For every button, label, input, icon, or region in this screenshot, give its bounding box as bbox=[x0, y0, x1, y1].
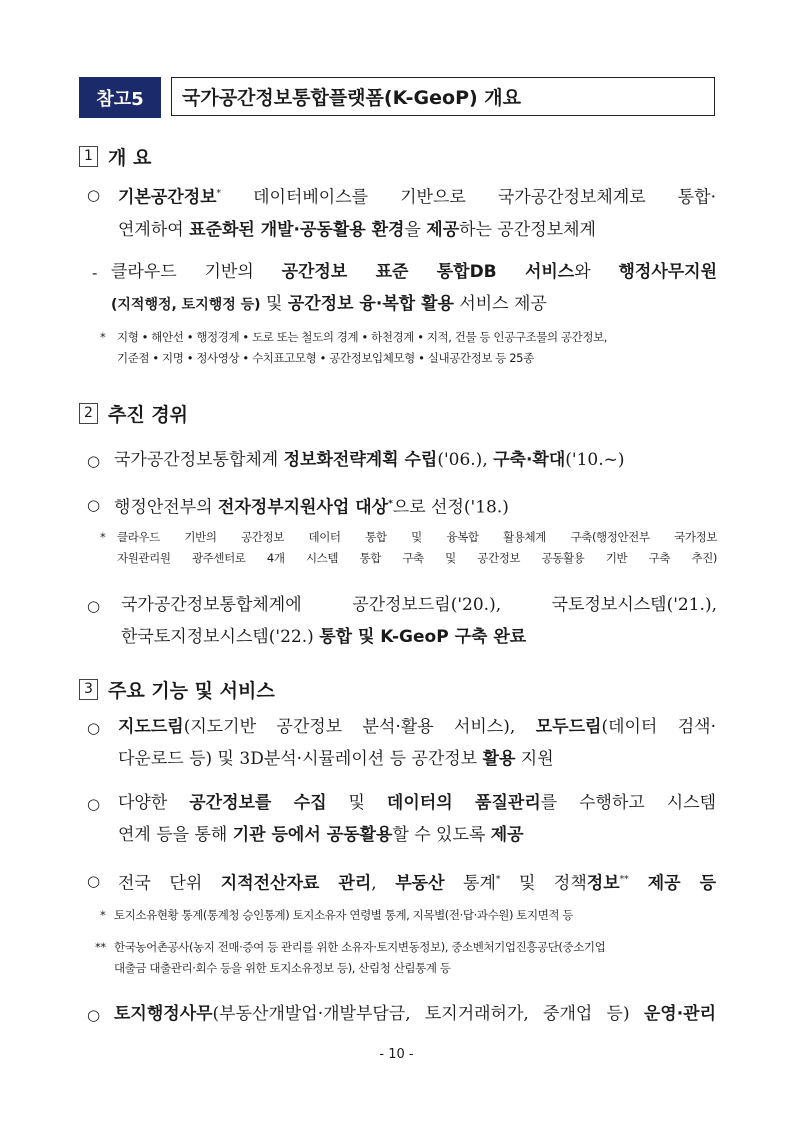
paragraph: 전국 단위 지적전산자료 관리, 부동산 통계* 및 정책정보** 제공 등 bbox=[118, 873, 717, 894]
page-number: - 10 - bbox=[379, 1047, 414, 1062]
footnote-marker: ** bbox=[95, 940, 106, 954]
paragraph: 토지행정사무(부동산개발업·개발부담금, 토지거래허가, 중개업 등) 운영·관리 bbox=[114, 1004, 716, 1024]
bullet-icon: ○ bbox=[87, 452, 101, 470]
document-title: 국가공간정보통합플랫폼(K-GeoP) 개요 bbox=[171, 77, 715, 116]
bullet-icon: ○ bbox=[87, 1006, 101, 1024]
paragraph: 국가공간정보통합체계 정보화전략계획 수립('06.), 구축·확대('10.~) bbox=[114, 450, 625, 470]
section-3-heading bbox=[79, 676, 275, 703]
bullet-icon: ○ bbox=[87, 872, 101, 890]
paragraph: 국가공간정보통합체계에 공간정보드림('20.), 국토정보시스템('21.), 한국토지정보시스템('22.) 통합 및 K-GeoP 구축 완료 bbox=[121, 595, 717, 647]
bullet-icon: ○ bbox=[87, 597, 101, 615]
footnote: 지형 • 해안선 • 행정경계 • 도로 또는 철도의 경계 • 하천경계 • 지적, 건물 등 인공구조물의 공간정보, 기준점 • 지명 • 정사영상 • 수치표고모형 • 공간정보입체모형 • 실내공간정보 등 25종 bbox=[117, 330, 608, 365]
section-title: 추진 경위 bbox=[108, 404, 189, 426]
dash-marker: - bbox=[92, 263, 98, 282]
footnote: 토지소유현황 통계(통계청 승인통계) 토지소유자 연령별 통계, 지목별(전·답·과수원) 토지면적 등 bbox=[114, 908, 574, 922]
paragraph: 클라우드 기반의 공간정보 표준 통합DB 서비스와 행정사무지원 (지적행정, 토지행정 등) 및 공간정보 융·복합 활용 서비스 제공 bbox=[111, 262, 718, 314]
footnote: 한국농어촌공사(농지 전매·증여 등 관리를 위한 소유자·토지변동정보), 중소벤처기업진흥공단(중소기업 대출금 대출관리·회수 등을 위한 토지소유정보 등), 산림청 산림통계 등 bbox=[114, 940, 606, 975]
bullet-icon: ○ bbox=[87, 496, 101, 514]
section-number: 1 bbox=[79, 146, 98, 167]
paragraph: 기본공간정보* 데이터베이스를 기반으로 국가공간정보체계로 통합· 연계하여 표준화된 개발·공동활용 환경을 제공하는 공간정보체계 bbox=[118, 187, 716, 240]
section-title: 주요 기능 및 서비스 bbox=[108, 680, 275, 702]
section-1-heading bbox=[79, 143, 151, 170]
footnote: 클라우드 기반의 공간정보 데이터 통합 및 융복합 활용체계 구축(행정안전부 국가정보 자원관리원 광주센터로 4개 시스템 통합 구축 및 공간정보 공동활용 기반 구축 추진) bbox=[117, 530, 717, 565]
section-number: 3 bbox=[79, 679, 98, 700]
footnote-marker: * bbox=[100, 330, 106, 344]
section-number: 2 bbox=[79, 403, 98, 424]
paragraph: 지도드림(지도기반 공간정보 분석·활용 서비스), 모두드림(데이터 검색· 다운로드 등) 및 3D분석·시뮬레이션 등 공간정보 활용 지원 bbox=[118, 717, 716, 769]
reference-label: 참고5 bbox=[79, 77, 161, 118]
bullet-icon: ○ bbox=[87, 719, 101, 737]
bullet-icon: ○ bbox=[87, 795, 101, 813]
bullet-icon: ○ bbox=[87, 186, 101, 204]
paragraph: 다양한 공간정보를 수집 및 데이터의 품질관리를 수행하고 시스템 연계 등을 통해 기관 등에서 공동활용할 수 있도록 제공 bbox=[118, 793, 717, 845]
footnote-marker: * bbox=[100, 530, 106, 544]
footnote-marker: * bbox=[100, 908, 106, 922]
paragraph: 행정안전부의 전자정부지원사업 대상*으로 선정('18.) bbox=[114, 497, 509, 518]
section-2-heading bbox=[79, 400, 188, 427]
section-title: 개 요 bbox=[108, 147, 152, 169]
